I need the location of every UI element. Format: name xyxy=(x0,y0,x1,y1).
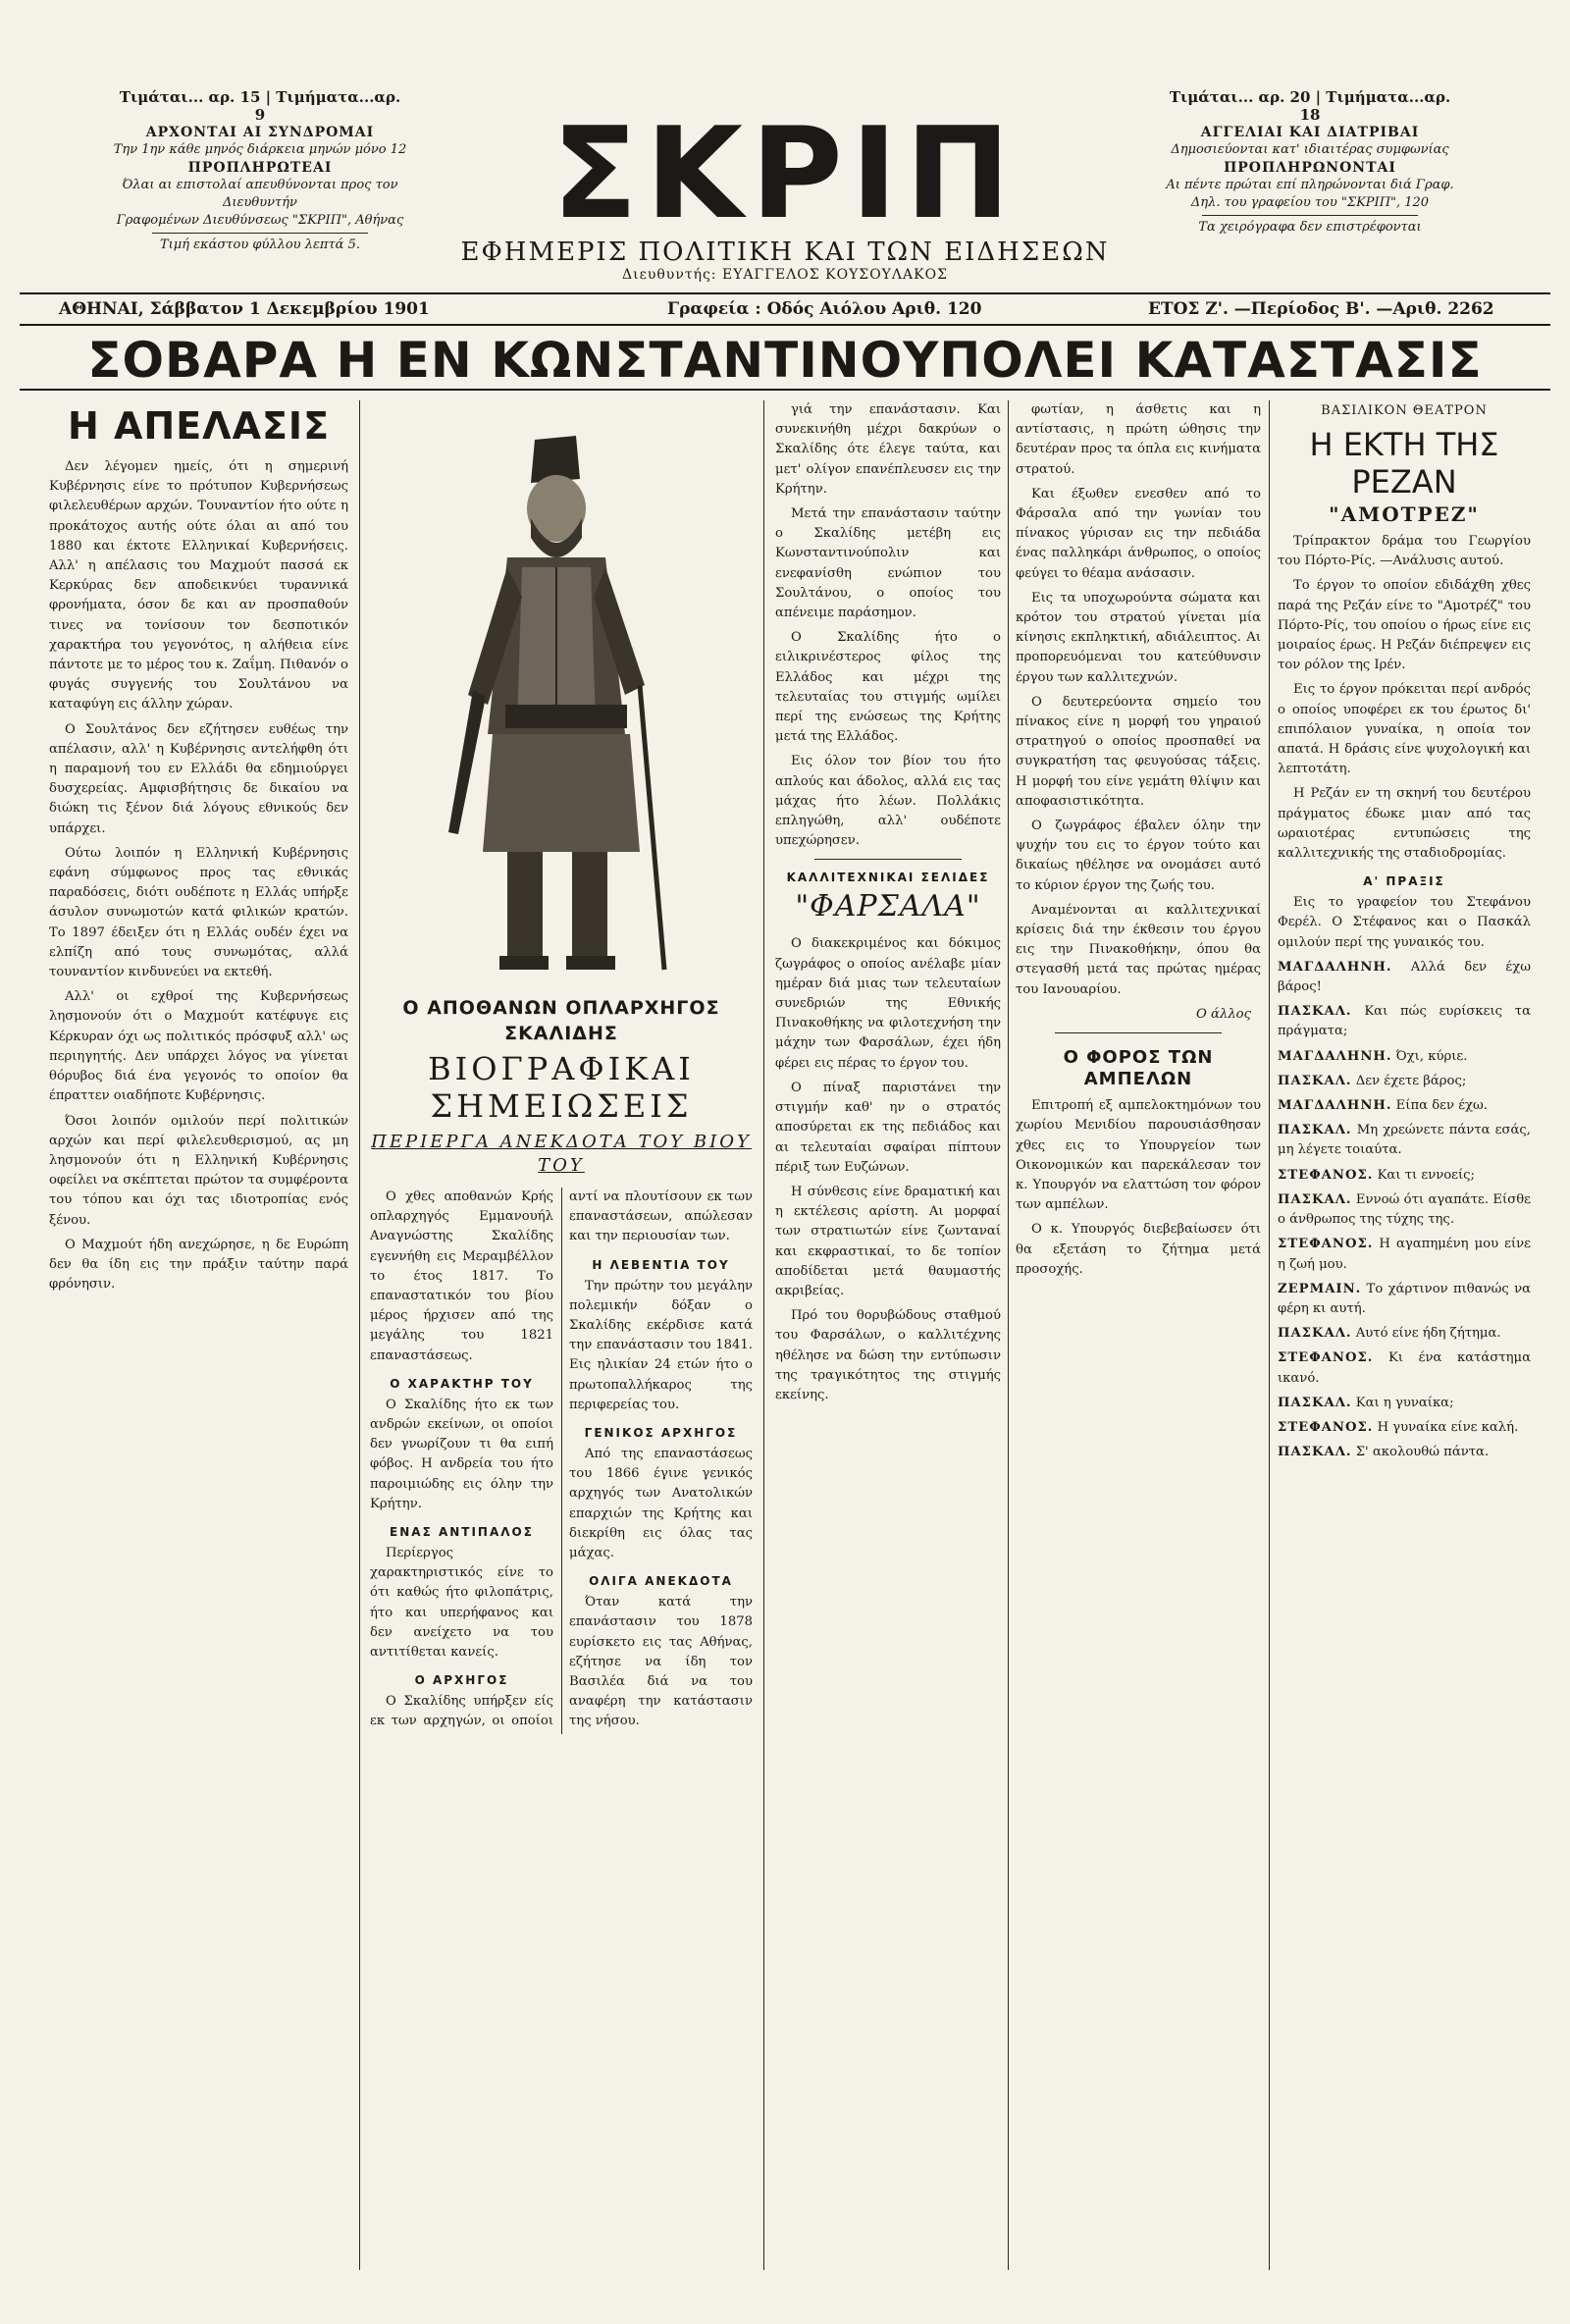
section-heading: ΓΕΝΙΚΟΣ ΑΡΧΗΓΟΣ xyxy=(584,1426,738,1441)
dialogue-speaker: ΠΑΣΚΑΛ. xyxy=(1278,1004,1352,1020)
dialogue-line xyxy=(1278,1121,1531,1160)
right-ear-price: Τιμάται... αρ. 20 | Τιμήματα...αρ. 18 xyxy=(1169,88,1451,124)
right-ear-line: Δηλ. του γραφείου του "ΣΚΡΙΠ", 120 xyxy=(1190,195,1430,210)
left-ear-heading: ΑΡΧΟΝΤΑΙ ΑΙ ΣΥΝΔΡΟΜΑΙ xyxy=(145,125,375,140)
right-ear-heading: ΑΓΓΕΛΙΑΙ ΚΑΙ ΔΙΑΤΡΙΒΑΙ xyxy=(1200,125,1420,140)
article-paragraph: Όταν κατά την επανάστασιν του 1878 ευρίσκετο εις τας Αθήνας, εζήτησε να ίδη τον Βασιλέα διά να του αναφέρη την κατάστασιν της νήσου. xyxy=(569,1595,753,1729)
article-paragraph: Εις το γραφείον του Στεφάνου Φερέλ. Ο Στέφανος και ο Πασκάλ ομιλούν περί της γυναικός του. xyxy=(1278,895,1531,950)
article-paragraph: Ο δευτερεύοντα σημείο του πίνακος είνε η μορφή του γηραιού στρατηγού ο οποίος προσπαθεί να συγκρατήση τας φευγούσας τάξεις. Η μορφή του είνε γεμάτη θλίψιν και αποφασιστικότητα. xyxy=(1016,694,1261,809)
article-heading: Ο ΦΟΡΟΣ ΤΩΝ ΑΜΠΕΛΩΝ xyxy=(1063,1047,1214,1090)
divider xyxy=(1202,215,1418,216)
article-paragraph: Τρίπρακτον δράμα του Γεωργίου του Πόρτο-Ρίς. —Ανάλυσις αυτού. xyxy=(1278,534,1531,569)
article-paragraph: Εις το έργον πρόκειται περί ανδρός ο οποίος υποφέρει εκ του έρωτος δι' επιπόλαιον γυναίκα, η οποία τον απατά. Η δράσις είνε ψυχολογική και λεπτοτάτη. xyxy=(1278,682,1531,777)
newspaper-subtitle: ΕΦΗΜΕΡΙΣ ΠΟΛΙΤΙΚΗ ΚΑΙ ΤΩΝ ΕΙΔΗΣΕΩΝ xyxy=(460,238,1110,267)
newspaper-director: Διευθυντής: ΕΥΑΓΓΕΛΟΣ ΚΟΥΣΟΥΛΑΚΟΣ xyxy=(622,267,948,283)
portrait-caption: Ο ΑΠΟΘΑΝΩΝ ΟΠΛΑΡΧΗΓΟΣ ΣΚΑΛΙΔΗΣ xyxy=(402,997,720,1044)
left-ear-line: Τιμή εκάστου φύλλου λεπτά 5. xyxy=(160,238,360,252)
dialogue-text: Κι ένα κατάστημα ικανό. xyxy=(1278,1350,1531,1386)
section-heading: ΕΝΑΣ ΑΝΤΙΠΑΛΟΣ xyxy=(390,1525,534,1540)
article-paragraph: Όσοι λοιπόν ομιλούν περί πολιτικών αρχών και περί φιλελευθερισμού, ας μη λησμονούν ότι η Ελληνική Κυβέρνησις οφείλει να σκέπτεται πρώτον τα συμφέροντα του τόπου και όχι τας ιδιοτροπίας ενός ξένου. xyxy=(49,1113,348,1228)
dialogue-text: Και πώς ευρίσκεις τα πράγματα; xyxy=(1278,1004,1531,1039)
dialogue-line xyxy=(1278,1324,1531,1344)
newspaper-page xyxy=(20,20,1550,2285)
dialogue-line xyxy=(1278,1166,1531,1186)
article-paragraph: Ο Σκαλίδης ήτο εκ των ανδρών εκείνων, οι οποίοι δεν γνωρίζουν τι θα ειπή φόβος. Η ανδρεία του ήτο παροιμιώδης εις όλην την Κρήτην. xyxy=(370,1397,553,1511)
dialogue-line xyxy=(1278,1235,1531,1274)
column-rule xyxy=(1008,400,1009,2270)
article-paragraph: Ο πίναξ παριστάνει την στιγμήν καθ' ην ο στρατός αποσύρεται εκ της πεδιάδος και αι τελευταίαι σφαίραι πίπτουν πέριξ των Ευζώνων. xyxy=(775,1080,1001,1175)
right-ear-line: Αι πέντε πρώται επί πληρώνονται διά Γραφ. xyxy=(1166,178,1454,192)
article-paragraph: Εις όλον τον βίον του ήτο απλούς και άδολος, αλλά εις τας μάχας ήτο λέων. Πολλάκις επληγώθη, αλλ' ουδέποτε υπεχώρησεν. xyxy=(775,754,1001,849)
article-paragraph: Πρό του θορυβώδους σταθμού του Φαρσάλων, ο καλλιτέχνης ηθέλησε να δώση την εντύπωσιν της τραγικότητος της στιγμής εκείνης. xyxy=(775,1308,1001,1402)
dialogue-text: Η γυναίκα είνε καλή. xyxy=(1377,1419,1519,1435)
dialogue-speaker: ΠΑΣΚΑΛ. xyxy=(1278,1395,1352,1410)
left-ear-box xyxy=(113,88,407,254)
article-paragraph: γιά την επανάστασιν. Και συνεκινήθη μέχρι δακρύων ο Σκαλίδης ότε έλεγε ταύτα, και μετ' ολίγον επανέπλευσεν εις την Κρήτην. xyxy=(775,402,1001,497)
article-paragraph: Και έξωθεν ενεσθεν από το Φάρσαλα από την γωνίαν του πίνακος γύρισαν εις την πεδιάδα ένας παλληκάρι άνθρωπος, ο οποίος φεύγει το θέαμα ανάσασιν. xyxy=(1016,486,1261,581)
dialogue-line xyxy=(1278,1394,1531,1413)
column-apelasis xyxy=(49,400,348,2270)
dateline-issue: ΕΤΟΣ Ζ'. —Περίοδος Β'. —Αριθ. 2262 xyxy=(1148,299,1494,319)
dialogue-line xyxy=(1278,1348,1531,1388)
column-farsala xyxy=(775,400,1001,2270)
divider xyxy=(814,859,962,860)
dialogue-speaker: ΖΕΡΜΑΙΝ. xyxy=(1278,1281,1362,1296)
article-signature: Ο άλλος xyxy=(1196,1006,1251,1022)
article-paragraph: Δεν λέγομεν ημείς, ότι η σημερινή Κυβέρνησις είνε το πρότυπον Κυβερνήσεως φιλελευθέρων αρχών. Τουναντίον ήτο ούτε η προκάτοχος αυτής ούτε όλαι αι από του 1880 και έκτοτε Ελληνικαί Κυβερνήσεις. Αλλ' η απέλασις του Μαχμούτ πασσά εκ Κερκύρας δεν αποδεικνύει τυραννικά φρονήματα, όσον δε και αν προσπαθούν τινες να τονίσουν τον δεσποτικόν χαρακτήρα του γεγονότος, η αλήθεια είνε πάντοτε με το μέρος του κ. Ζαΐμη. Πιθανόν ο φυγάς συγγενής του Σουλτάνου να καταφύγη εις άλλην χώραν. xyxy=(49,459,348,713)
dialogue-speaker: ΣΤΕΦΑΝΟΣ. xyxy=(1278,1167,1374,1183)
article-paragraph: Ο διακεκριμένος και δόκιμος ζωγράφος ο οποίος ανέλαβε μίαν ημέραν διά μιας των τελευταίων συνεδριών της Εθνικής Πινακοθήκης να φιλοτεχνήση την μάχην των Φαρσάλων, έχει ήδη φέρει εις πέρας το έργον του. xyxy=(775,936,1001,1071)
divider xyxy=(1055,1032,1222,1033)
left-ear-line: Γραφομένων Διευθύνσεως "ΣΚΡΙΠ", Αθήνας xyxy=(116,213,404,228)
dialogue-line xyxy=(1278,1190,1531,1230)
newspaper-title: ΣΚΡΙΠ xyxy=(551,101,1019,247)
article-paragraph: Η Ρεζάν εν τη σκηνή του δευτέρου πράγματος έδωκε μιαν από τας ωραιοτέρας εντυπώσεις της καλλιτεχνικής της σταδιοδρομίας. xyxy=(1278,786,1531,862)
dialogue-text: Εννοώ ότι αγαπάτε. Είσθε ο άνθρωπος της τύχης της. xyxy=(1278,1191,1531,1228)
article-subheading: "ΑΜΟΤΡΕΖ" xyxy=(1329,502,1480,526)
dialogue-text: Σ' ακολουθώ πάντα. xyxy=(1355,1445,1490,1460)
dialogue-speaker: ΣΤΕΦΑΝΟΣ. xyxy=(1278,1419,1374,1435)
article-paragraph: Ο Σουλτάνος δεν εζήτησεν ευθέως την απέλασιν, αλλ' η Κυβέρνησις αντελήφθη ότι η παραμονή του εν Ελλάδι θα εδημιούργει δυσχερείας. Αμφισβήτησις δε δικαίου να διώκη τις ξένον διά λόγους εθνικούς δεν υπάρχει. xyxy=(49,721,348,836)
dialogue-line xyxy=(1278,958,1531,997)
article-paragraph: Το έργον το οποίον εδιδάχθη χθες παρά της Ρεζάν είνε το "Αμοτρέζ" του Πόρτο-Ρίς, του οποίου ο ήρως είνε εις μοιραίος έρως. Η Ρεζάν διέπρεψεν εις τον ρόλον της Ιρέν. xyxy=(1278,578,1531,673)
article-heading: ΒΙΟΓΡΑΦΙΚΑΙ ΣΗΜΕΙΩΣΕΙΣ xyxy=(428,1050,695,1125)
article-subheading: ΠΕΡΙΕΡΓΑ ΑΝΕΚΔΟΤΑ ΤΟΥ ΒΙΟΥ ΤΟΥ xyxy=(371,1132,752,1176)
section-heading: ΒΑΣΙΛΙΚΟΝ ΘΕΑΤΡΟΝ xyxy=(1321,403,1488,418)
section-heading: ΟΛΙΓΑ ΑΝΕΚΔΟΤΑ xyxy=(589,1574,733,1589)
right-ear-box xyxy=(1163,88,1457,237)
column-theatre xyxy=(1278,400,1531,2270)
article-paragraph: Ο χθες αποθανών Κρής οπλαρχηγός Εμμανουήλ Αναγνώστης Σκαλίδης εγεννήθη εις Μεραμβέλλον το έτος 1817. Το επαναστατικόν του βίου μέρος ήρχισεν από της μεγάλης του 1821 επαναστάσεως. xyxy=(370,1189,553,1363)
dialogue-text: Είπα δεν έχω. xyxy=(1395,1098,1488,1114)
dialogue-line xyxy=(1278,1418,1531,1438)
left-ear-price: Τιμάται... αρ. 15 | Τιμήματα...αρ. 9 xyxy=(119,88,401,124)
article-paragraph: Αναμένονται αι καλλιτεχνικαί κρίσεις διά την έκθεσιν του έργου εις την Πινακοθήκην, όπου θα στεγασθή μετά τας πρώτας ημέρας του Ιανουαρίου. xyxy=(1016,902,1261,997)
banner-headline: ΣΟΒΑΡΑ Η ΕΝ ΚΩΝΣΤΑΝΤΙΝΟΥΠΟΛΕΙ ΚΑΤΑΣΤΑΣΙΣ xyxy=(20,332,1550,391)
portrait-figure-icon xyxy=(429,410,694,989)
right-ear-heading-2: ΠΡΟΠΛΗΡΩΝΟΝΤΑΙ xyxy=(1224,160,1396,176)
article-paragraph: Περίεργος χαρακτηριστικός είνε το ότι καθώς ήτο φιλοπάτρις, ήτο και υπερήφανος και δεν ανείχετο να του αντιτίθεται κανείς. xyxy=(370,1546,553,1661)
article-paragraph: Την πρώτην του μεγάλην πολεμικήν δόξαν ο Σκαλίδης εκέρδισε κατά την επανάστασιν του 1841. Εις ηλικίαν 24 ετών ήτο ο πρωτοπαλλήκαρος της περιφερείας του. xyxy=(569,1278,753,1412)
dialogue-speaker: ΣΤΕΦΑΝΟΣ. xyxy=(1278,1350,1374,1366)
dialogue-speaker: ΠΑΣΚΑΛ. xyxy=(1278,1123,1352,1138)
dialogue-text: Η αγαπημένη μου είνε η ζωή μου. xyxy=(1278,1237,1531,1272)
dialogue-text: Δεν έχετε βάρος; xyxy=(1355,1073,1467,1088)
column-rule xyxy=(1269,400,1270,2270)
article-paragraph: Ο κ. Υπουργός διεβεβαίωσεν ότι θα εξετάση το ζήτημα μετά προσοχής. xyxy=(1016,1222,1261,1277)
dialogue-text: Αλλά δεν έχω βάρος! xyxy=(1278,959,1531,995)
dialogue-line xyxy=(1278,1047,1531,1067)
article-paragraph: Ο Σκαλίδης ήτο ο ειλικρινέστερος φίλος της Ελλάδος και μέχρι της τελευταίας του στιγμής ωμίλει περί της ενώσεως της Κρήτης μετά της Ελλάδος. xyxy=(775,630,1001,745)
dialogue-speaker: ΜΑΓΔΑΛΗΝΗ. xyxy=(1278,1098,1392,1114)
section-heading: Η ΛΕΒΕΝΤΙΑ ΤΟΥ xyxy=(592,1257,730,1272)
column-rule xyxy=(763,400,764,2270)
dialogue-text: Το χάρτινον πιθανώς να φέρη κι αυτή. xyxy=(1278,1281,1531,1316)
dialogue-speaker: ΣΤΕΦΑΝΟΣ. xyxy=(1278,1237,1374,1252)
left-ear-line: Την 1ην κάθε μηνός διάρκεια μηνών μόνο 12 xyxy=(113,142,407,157)
portrait-engraving xyxy=(370,400,753,989)
dialogue-speaker: ΜΑΓΔΑΛΗΝΗ. xyxy=(1278,1048,1392,1064)
dateline-bar xyxy=(20,292,1550,326)
divider xyxy=(152,233,368,234)
article-paragraph: Επιτροπή εξ αμπελοκτημόνων του χωρίου Μενιδίου παρουσιάσθησαν χθες εις το Υπουργείον των Οικονομικών και παρεκάλεσαν τον κ. Υπουργόν να ελαττώση τον φόρον των αμπέλων. xyxy=(1016,1098,1261,1213)
column-rule xyxy=(359,400,360,2270)
article-heading: Η ΑΠΕΛΑΣΙΣ xyxy=(67,404,331,448)
section-heading: Ο ΑΡΧΗΓΟΣ xyxy=(414,1673,509,1688)
right-ear-line: Τα χειρόγραφα δεν επιστρέφονται xyxy=(1198,220,1422,235)
right-ear-line: Δημοσιεύονται κατ' ιδιαιτέρας συμφωνίας xyxy=(1171,142,1449,157)
article-paragraph: Η σύνθεσις είνε δραματική και η εκτέλεσις αρίστη. Αι μορφαί των στρατιωτών είνε ζωνταναί και εκφραστικαί, το δε τοπίον αποδίδεται μετά θαυμαστής ακριβείας. xyxy=(775,1184,1001,1298)
section-heading: ΚΑΛΛΙΤΕΧΝΙΚΑΙ ΣΕΛΙΔΕΣ xyxy=(786,871,990,885)
dialogue-line xyxy=(1278,1072,1531,1091)
dialogue-speaker: ΠΑΣΚΑΛ. xyxy=(1278,1073,1352,1088)
article-paragraph: Ο Μαχμούτ ήδη ανεχώρησε, η δε Ευρώπη δεν θα ίδη εις την πράξιν ταύτην παρά φρόνησιν. xyxy=(49,1237,348,1293)
article-paragraph: Ο Σκαλίδης υπήρξεν είς εκ των αρχηγών, οι οποίοι αντί να πλουτίσουν εκ των επαναστάσεων, απώλεσαν και την περιουσίαν των. xyxy=(370,1189,753,1729)
dialogue-speaker: ΠΑΣΚΑΛ. xyxy=(1278,1326,1352,1342)
dateline-address: Γραφεία : Οδός Αιόλου Αριθ. 120 xyxy=(667,299,982,319)
dialogue-line xyxy=(1278,1096,1531,1116)
article-paragraph: Εις τα υποχωρούντα σώματα και κρότον του στρατού γίνεται μία κίνησις εκπληκτική, αδιάλειπτος. Αι προπορευόμεναι του κατεύθυνσιν έργου των καλλιτεχνών. xyxy=(1016,590,1261,685)
article-paragraph: φωτίαν, η άσθετις και η αντίστασις, η πρώτη ώθησις την δευτέραν προς τα όπλα εις κινήματα στρατού. xyxy=(1016,402,1261,477)
dialogue-line xyxy=(1278,1280,1531,1319)
left-ear-line: Όλαι αι επιστολαί απευθύνονται προς τον Διευθυντήν xyxy=(122,178,398,210)
masthead xyxy=(20,20,1550,285)
dialogue-block xyxy=(1278,958,1531,1462)
section-heading: Α' ΠΡΑΞΙΣ xyxy=(1363,874,1445,889)
dialogue-line xyxy=(1278,1002,1531,1041)
dialogue-text: Μη χρεώνετε πάντα εσάς, μη λέγετε τοιαύτα. xyxy=(1278,1123,1531,1158)
article-paragraph: Αλλ' οι εχθροί της Κυβερνήσεως λησμονούν ότι ο Μαχμούτ κατέφυγε εις Κέρκυραν όχι ως πολιτικός πρόσφυξ αλλ' ως περιηγητής. Δεν υπάρχει λόγος να γίνεται θόρυβος διά ένα γεγονός το οποίον θα έπραττεν οιαδήποτε Κυβέρνησις. xyxy=(49,989,348,1104)
dateline-date: ΑΘΗΝΑΙ, Σάββατον 1 Δεκεμβρίου 1901 xyxy=(59,299,430,319)
two-column-text xyxy=(370,1188,753,1734)
dialogue-text: Και τι εννοείς; xyxy=(1377,1167,1475,1183)
dialogue-speaker: ΠΑΣΚΑΛ. xyxy=(1278,1191,1352,1207)
dialogue-speaker: ΜΑΓΔΑΛΗΝΗ. xyxy=(1278,959,1392,975)
dialogue-text: Όχι, κύριε. xyxy=(1395,1048,1468,1064)
article-heading: "ΦΑΡΣΑΛΑ" xyxy=(795,889,981,924)
dialogue-line xyxy=(1278,1443,1531,1462)
dialogue-text: Και η γυναίκα; xyxy=(1355,1395,1454,1410)
section-heading: Ο ΧΑΡΑΚΤΗΡ ΤΟΥ xyxy=(390,1376,534,1391)
article-paragraph: Μετά την επανάστασιν ταύτην ο Σκαλίδης μετέβη εις Κωνσταντινούπολιν και ενεφανίσθη ενώπιον του Σουλτάνου, ο οποίος του απένειμε παράσημον. xyxy=(775,506,1001,621)
column-skalidis xyxy=(370,400,753,2270)
dialogue-text: Αυτό είνε ήδη ζήτημα. xyxy=(1355,1326,1501,1342)
article-paragraph: Ούτω λοιπόν η Ελληνική Κυβέρνησις εφάνη σύμφωνος προς τας εθνικάς παραδόσεις, διότι ουδέποτε η Ελλάς υπήρξε άσυλον συνωμοτών κατά φιλικών κρατών. Το 1897 έδειξεν ότι η Ελλάς ουδέν έχει να ελπίζη από τους συνωμότας, αλλά τουναντίον κινδυνεύει να εκτεθή. xyxy=(49,845,348,980)
article-heading: Η ΕΚΤΗ ΤΗΣ ΡΕΖΑΝ xyxy=(1309,426,1499,501)
left-ear-heading-2: ΠΡΟΠΛΗΡΩΤΕΑΙ xyxy=(187,160,333,176)
column-farsala-cont xyxy=(1016,400,1261,2270)
article-paragraph: Από της επαναστάσεως του 1866 έγινε γενικός αρχηγός των Ανατολικών επαρχιών της Κρήτης και διεκρίθη εις όλας τας μάχας. xyxy=(569,1447,753,1561)
dialogue-speaker: ΠΑΣΚΑΛ. xyxy=(1278,1445,1352,1460)
article-paragraph: Ο ζωγράφος έβαλεν όλην την ψυχήν του εις το έργον τούτο και δικαίως ηθέλησε να ονομάσει αυτό το κύριον έργον της ζωής του. xyxy=(1016,819,1261,893)
